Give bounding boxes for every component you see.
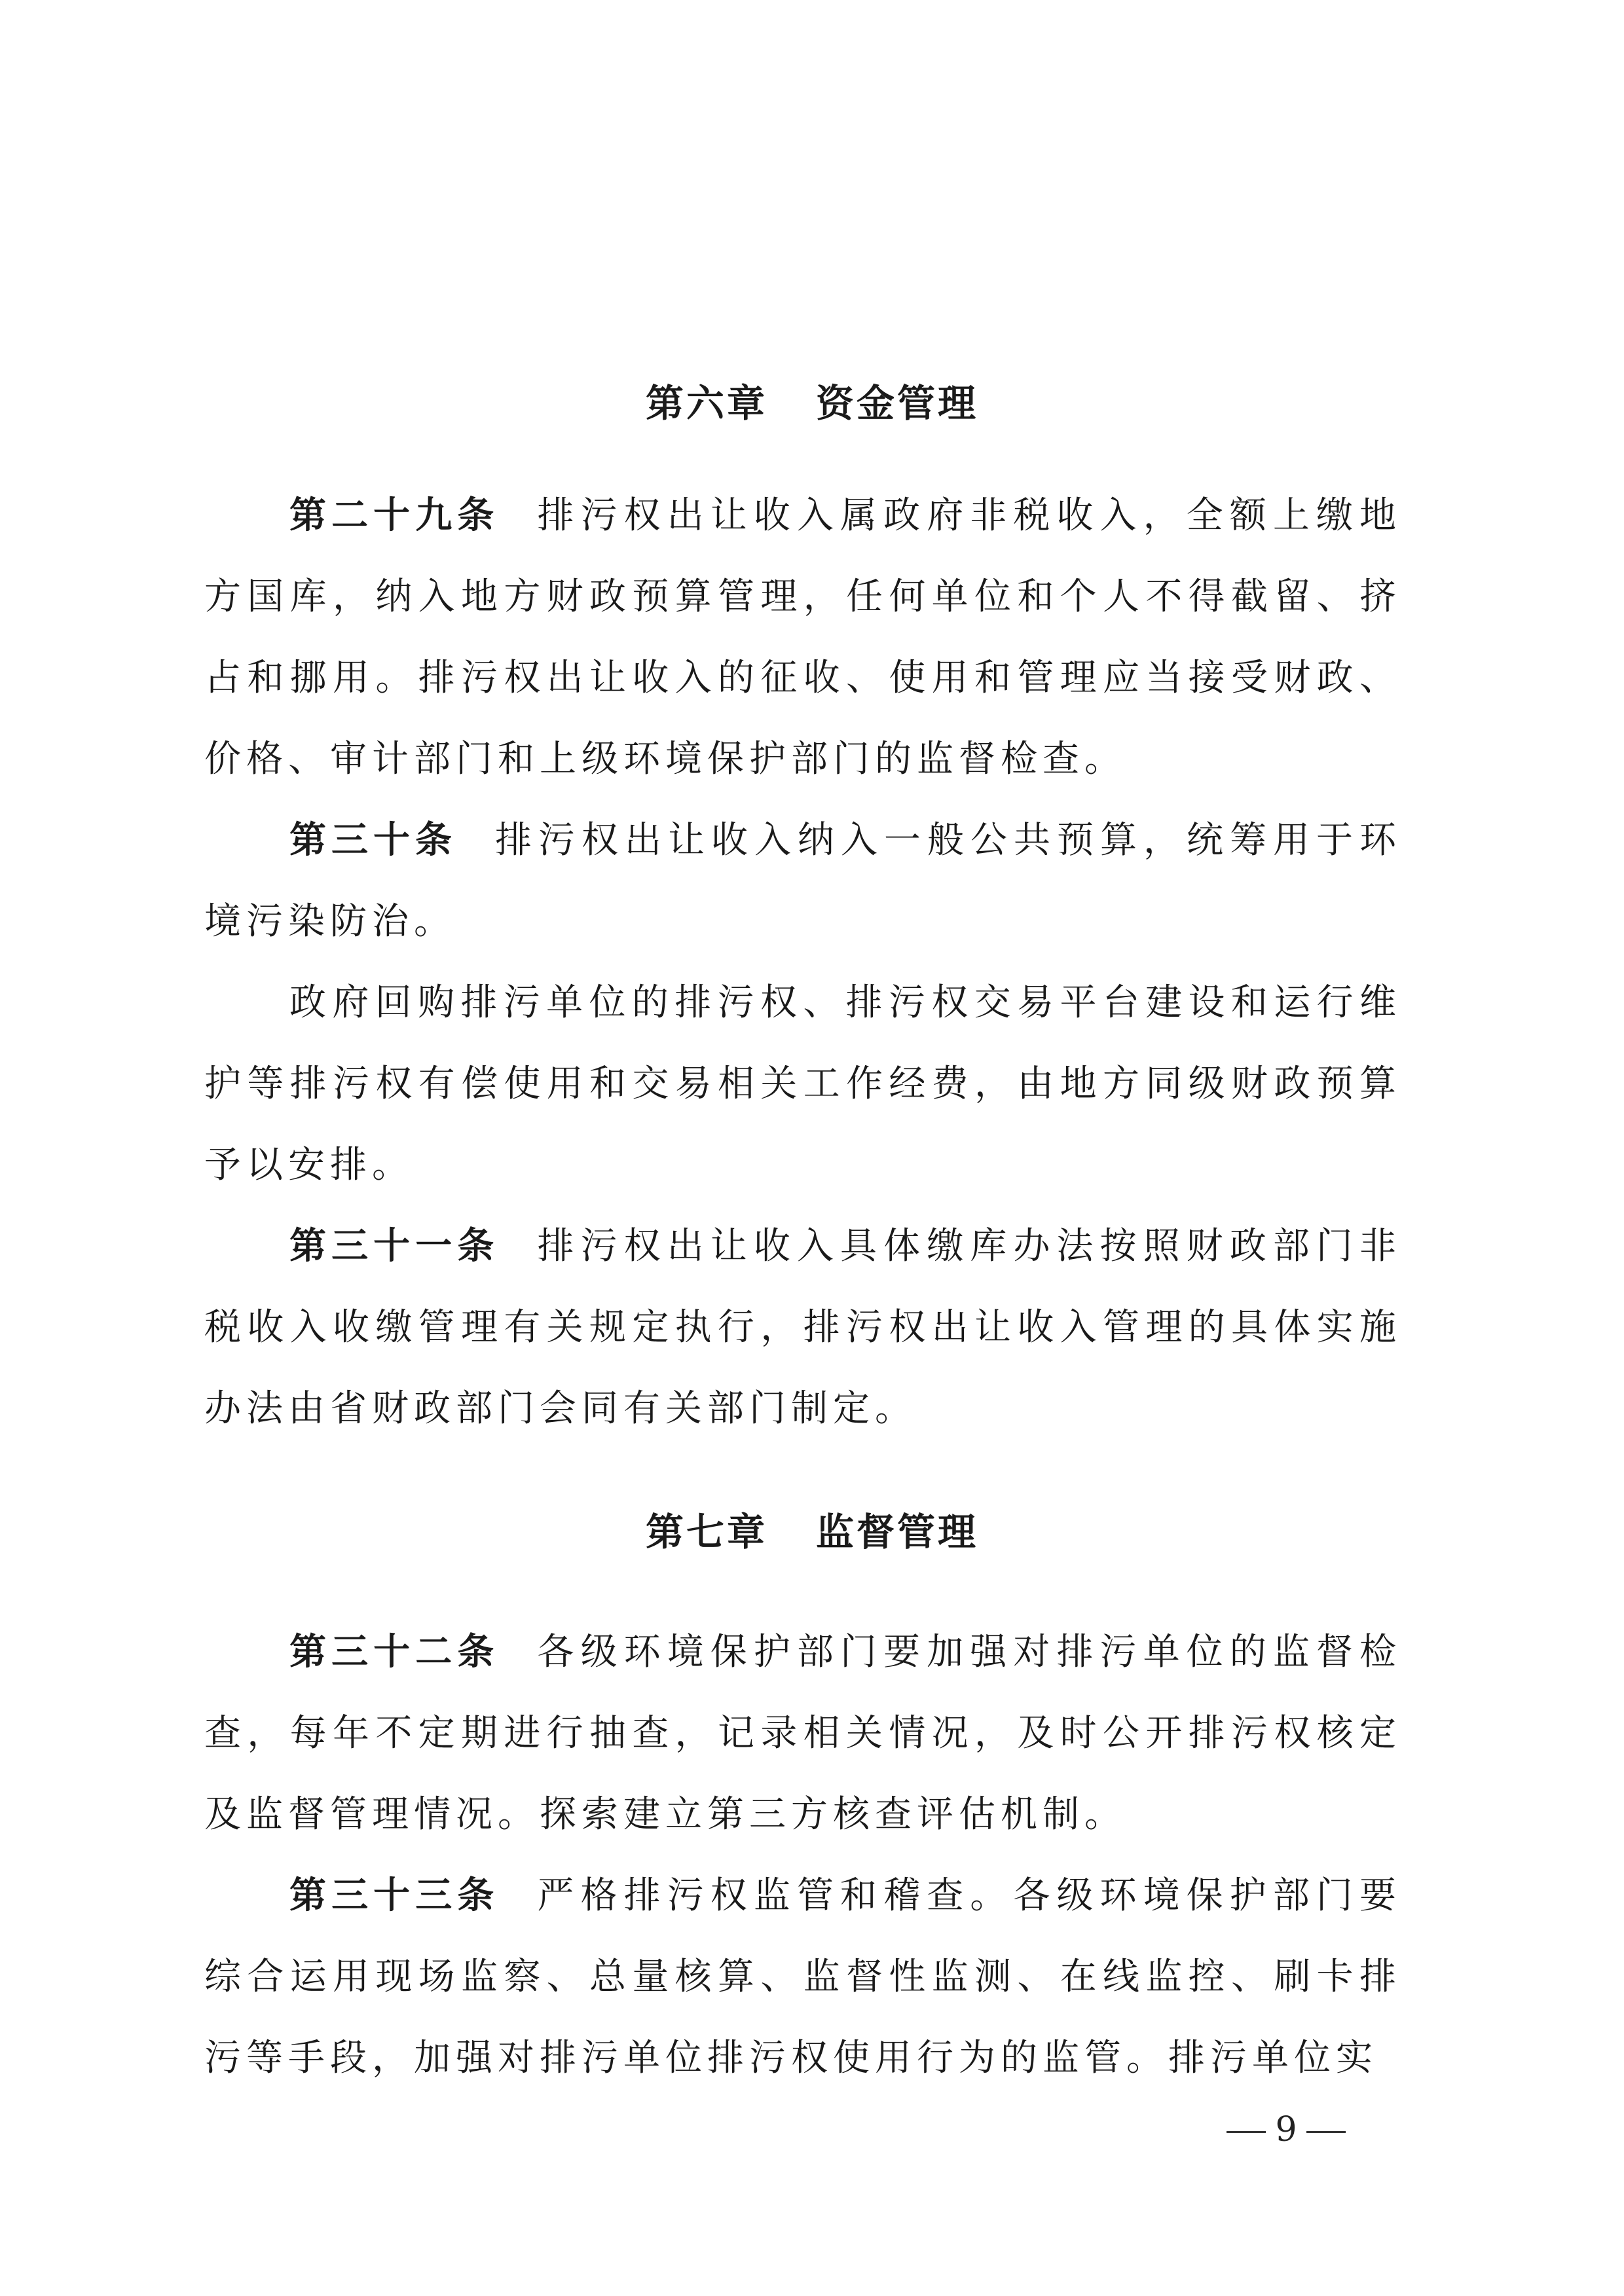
paragraph-text: 政府回购排污单位的排污权、排污权交易平台建设和运行维护等排污权有偿使用和交易相关工作经费，由地方同级财政预算予以安排。 [204, 981, 1401, 1186]
article-30-paragraph-2 [204, 962, 1401, 1206]
article-29 [204, 475, 1401, 800]
article-32 [204, 1612, 1401, 1855]
page-number-left-dash [1227, 2131, 1266, 2133]
page-number [1201, 2107, 1371, 2153]
article-label: 第三十三条 [289, 1874, 500, 1917]
chapter-number: 第七章 [645, 1510, 767, 1554]
article-text: 排污权出让收入属政府非税收入，全额上缴地方国库，纳入地方财政预算管理，任何单位和个人不得截留、挤占和挪用。排污权出让收入的征收、使用和管理应当接受财政、价格、审计部门和上级环境保护部门的监督检查。 [204, 494, 1402, 780]
article-31 [204, 1206, 1401, 1449]
page-number-value: 9 [1275, 2110, 1297, 2149]
page-number-right-dash [1306, 2131, 1346, 2133]
chapter-heading-7 [0, 1506, 1624, 1558]
chapter-title: 资金管理 [816, 381, 979, 426]
article-text: 严格排污权监管和稽查。各级环境保护部门要综合运用现场监察、总量核算、监督性监测、在线监控、刷卡排污等手段，加强对排污单位排污权使用行为的监管。排污单位实 [204, 1874, 1402, 2079]
article-label: 第二十九条 [289, 494, 500, 537]
article-text: 排污权出让收入具体缴库办法按照财政部门非税收入收缴管理有关规定执行，排污权出让收入管理的具体实施办法由省财政部门会同有关部门制定。 [204, 1225, 1402, 1430]
chapter-title: 监督管理 [816, 1510, 979, 1554]
article-label: 第三十一条 [289, 1225, 500, 1267]
article-33 [204, 1855, 1401, 2099]
article-label: 第三十条 [289, 819, 457, 862]
article-30 [204, 800, 1401, 962]
article-text: 各级环境保护部门要加强对排污单位的监督检查，每年不定期进行抽查，记录相关情况，及时公开排污权核定及监督管理情况。探索建立第三方核查评估机制。 [204, 1631, 1402, 1836]
article-text: 排污权出让收入纳入一般公共预算，统筹用于环境污染防治。 [204, 819, 1401, 943]
chapter-number: 第六章 [645, 381, 767, 426]
chapter-heading-6 [0, 377, 1624, 429]
article-label: 第三十二条 [289, 1631, 500, 1673]
